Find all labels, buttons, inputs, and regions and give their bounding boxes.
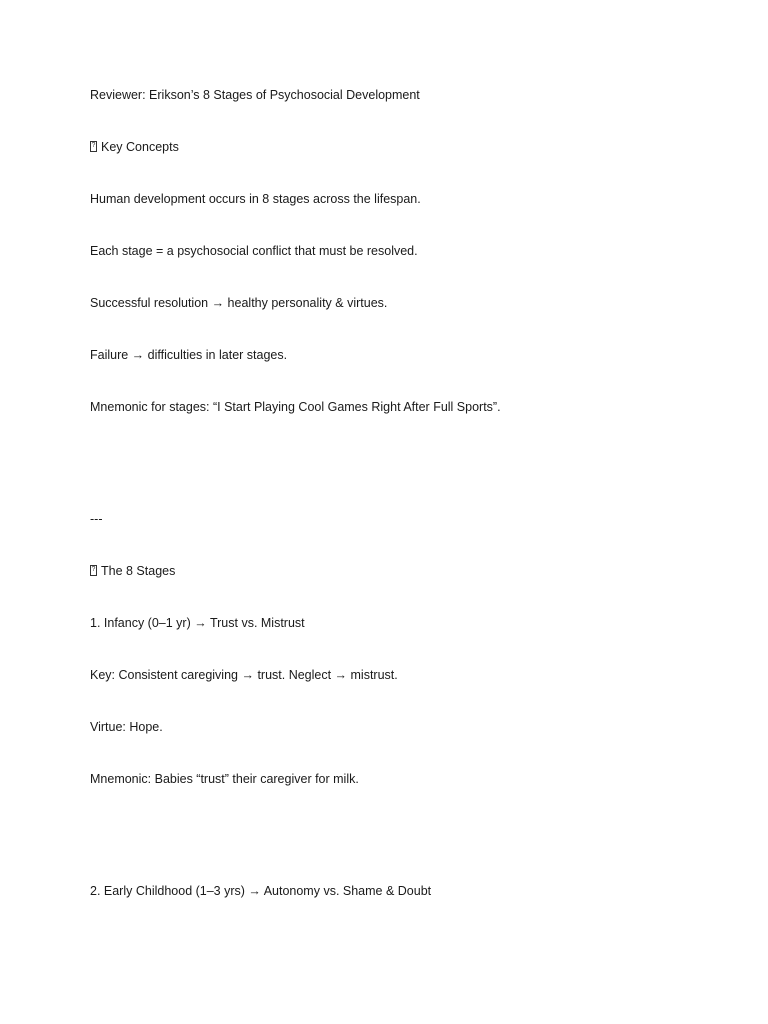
stage-1-title: 1. Infancy (0–1 yr) → Trust vs. Mistrust xyxy=(90,616,305,630)
key-concepts-heading xyxy=(90,139,179,155)
key-concept-item: Mnemonic for stages: “I Start Playing Cool Games Right After Full Sports”. xyxy=(90,400,501,414)
stages-heading-text: The 8 Stages xyxy=(101,564,176,578)
key-concept-item: Successful resolution → healthy personality & virtues. xyxy=(90,296,388,310)
key-concepts-heading-text: Key Concepts xyxy=(101,140,179,154)
stage-2-title: 2. Early Childhood (1–3 yrs) → Autonomy vs. Shame & Doubt xyxy=(90,884,432,898)
missing-glyph-icon xyxy=(90,141,97,152)
document-title: Reviewer: Erikson’s 8 Stages of Psychosocial Development xyxy=(90,88,420,102)
stage-1-mnemonic: Mnemonic: Babies “trust” their caregiver for milk. xyxy=(90,772,359,786)
stages-heading xyxy=(90,563,175,579)
stage-1-virtue: Virtue: Hope. xyxy=(90,720,163,734)
missing-glyph-icon xyxy=(90,565,97,576)
stage-1-key: Key: Consistent caregiving → trust. Neglect → mistrust. xyxy=(90,668,398,682)
key-concept-item: Human development occurs in 8 stages across the lifespan. xyxy=(90,192,421,206)
section-separator: --- xyxy=(90,512,103,526)
key-concept-item: Failure → difficulties in later stages. xyxy=(90,348,288,362)
key-concept-item: Each stage = a psychosocial conflict that must be resolved. xyxy=(90,244,418,258)
